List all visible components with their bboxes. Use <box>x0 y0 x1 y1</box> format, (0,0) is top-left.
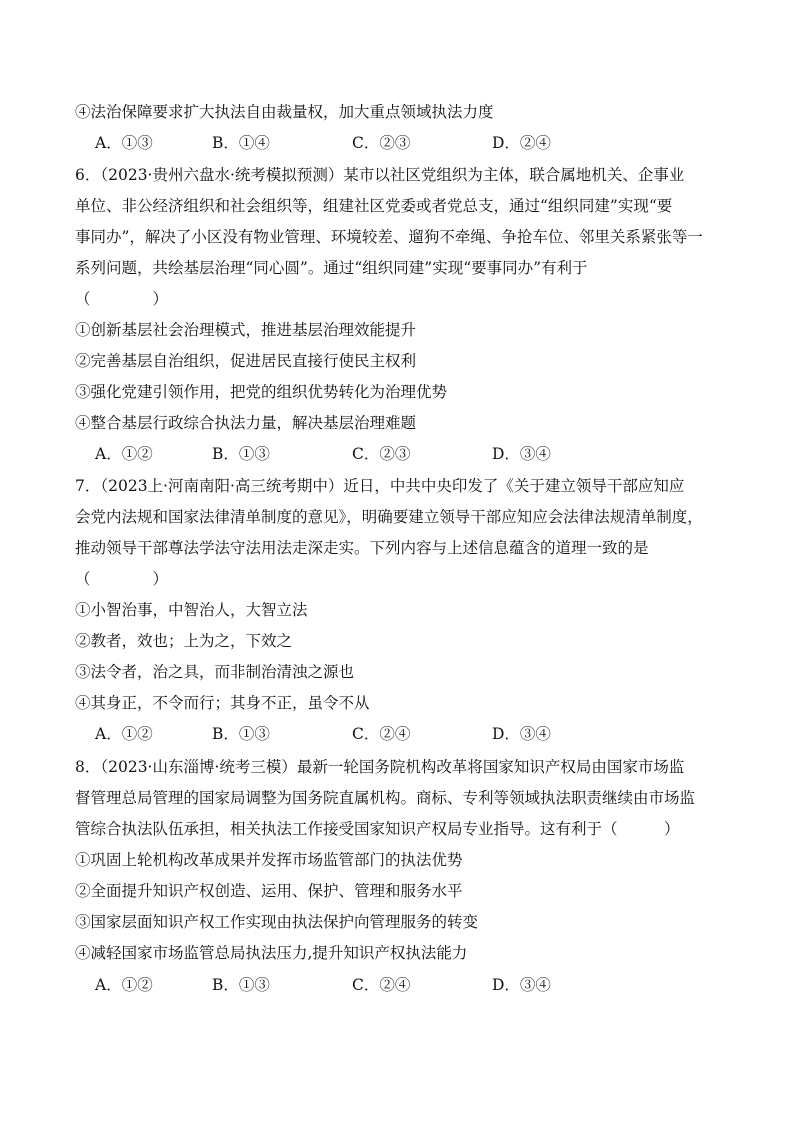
q5-option-c[interactable]: C．②③ <box>352 134 411 152</box>
q7-item-1: ①小智治事，中智治人，大智立法 <box>75 601 308 619</box>
q8-item-3: ③国家层面知识产权工作实现由执法保护向管理服务的转变 <box>75 913 479 931</box>
q6-item-2: ②完善基层自治组织，促进居民直接行使民主权利 <box>75 352 417 370</box>
q6-option-d[interactable]: D．③④ <box>492 445 551 463</box>
q8-stem-line-3: 管综合执法队伍承担，相关执法工作接受国家知识产权局专业指导。这有利于（ ） <box>75 820 680 838</box>
q8-item-4: ④减轻国家市场监管总局执法压力,提升知识产权执法能力 <box>75 944 468 962</box>
q8-item-1: ①巩固上轮机构改革成果并发挥市场监管部门的执法优势 <box>75 851 463 869</box>
q8-option-b[interactable]: B．①③ <box>212 976 270 994</box>
q8-option-a[interactable]: A．①② <box>95 976 153 994</box>
q6-stem-line-4: 系列问题，共绘基层治理“同心圆”。通过“组织同建”实现“要事同办”有利于 <box>75 259 588 277</box>
q8-stem-line-1: 8．（2023·山东淄博·统考三模）最新一轮国务院机构改革将国家知识产权局由国家市场监 <box>75 758 685 776</box>
q6-stem-line-1: 6．（2023·贵州六盘水·统考模拟预测）某市以社区党组织为主体，联合属地机关、企事业 <box>75 166 685 184</box>
q7-stem-line-2: 会党内法规和国家法律清单制度的意见》，明确要建立领导干部应知应会法律法规清单制度， <box>75 508 703 526</box>
q5-option-a[interactable]: A．①③ <box>95 134 153 152</box>
q6-stem-line-2: 单位、非公经济组织和社会组织等，组建社区党委或者党总支，通过“组织同建”实现“要 <box>75 197 673 215</box>
q6-stem-line-3: 事同办”，解决了小区没有物业管理、环境较差、遛狗不牵绳、争抢车位、邻里关系紧张等一 <box>75 228 703 246</box>
q7-stem-line-3: 推动领导干部尊法学法守法用法走深走实。下列内容与上述信息蕴含的道理一致的是 <box>75 539 649 557</box>
q8-stem-line-2: 督管理总局管理的国家局调整为国务院直属机构。商标、专利等领域执法职责继续由市场监 <box>75 789 696 807</box>
q6-item-3: ③强化党建引领作用，把党的组织优势转化为治理优势 <box>75 383 448 401</box>
q5-option-b[interactable]: B．①④ <box>212 134 270 152</box>
q7-option-d[interactable]: D．③④ <box>492 725 551 743</box>
q6-option-b[interactable]: B．①③ <box>212 445 270 463</box>
q8-option-c[interactable]: C．②④ <box>352 976 411 994</box>
q7-answer-blank: （ ） <box>75 570 169 588</box>
q6-answer-blank: （ ） <box>75 290 169 308</box>
q7-option-b[interactable]: B．①③ <box>212 725 270 743</box>
q7-item-3: ③法令者，治之具，而非制治清浊之源也 <box>75 663 355 681</box>
q6-item-4: ④整合基层行政综合执法力量，解决基层治理难题 <box>75 414 417 432</box>
q7-item-4: ④其身正，不令而行；其身不正，虽令不从 <box>75 694 370 712</box>
q5-option-d[interactable]: D．②④ <box>492 134 551 152</box>
q8-item-2: ②全面提升知识产权创造、运用、保护、管理和服务水平 <box>75 882 463 900</box>
q5-item-4: ④法治保障要求扩大执法自由裁量权，加大重点领域执法力度 <box>75 103 494 121</box>
q7-stem-line-1: 7．（2023上·河南南阳·高三统考期中）近日，中共中央印发了《关于建立领导干部应知应 <box>75 477 685 495</box>
q6-option-a[interactable]: A．①② <box>95 445 153 463</box>
q6-option-c[interactable]: C．②③ <box>352 445 411 463</box>
q6-item-1: ①创新基层社会治理模式，推进基层治理效能提升 <box>75 321 417 339</box>
q7-option-c[interactable]: C．②④ <box>352 725 411 743</box>
q8-option-d[interactable]: D．③④ <box>492 976 551 994</box>
q7-option-a[interactable]: A．①② <box>95 725 153 743</box>
q7-item-2: ②教者，效也；上为之，下效之 <box>75 632 293 650</box>
